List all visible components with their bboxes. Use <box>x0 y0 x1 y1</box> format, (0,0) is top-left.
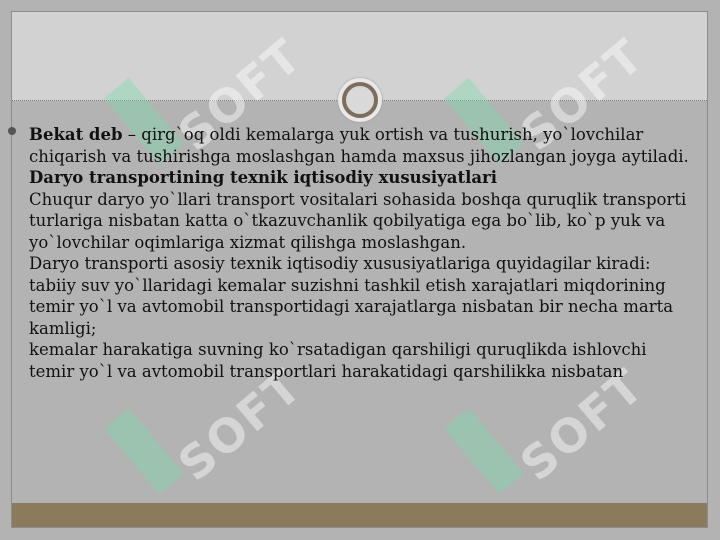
circle-ornament <box>338 78 382 122</box>
text-line: temir yo`l va avtomobil transportidagi xarajatlarga nisbatan bir necha marta kamligi; <box>29 297 674 338</box>
text-line: Chuqur daryo yo`llari transport vositalari sohasida boshqa quruqlik transporti <box>29 189 687 209</box>
circle-ring <box>342 82 378 118</box>
list-item-line: tabiiy suv yo`llaridagi kemalar suzishni tashkil etish xarajatlari miqdorining <box>29 275 666 295</box>
watermark-text: SOFT <box>168 358 313 492</box>
section-heading <box>29 167 689 189</box>
slide-body-text <box>29 124 689 382</box>
bullet-icon <box>8 127 16 135</box>
list-item-line: kemalar harakatiga suvning ko`rsatadigan qarshiligi quruqlikda ishlovchi <box>29 340 647 359</box>
definition-text: – qirg`oq oldi kemalarga yuk ortish va tushurish, yo`lovchilar <box>122 125 644 144</box>
definition-line <box>29 124 689 146</box>
text-line: turlariga nisbatan katta o`tkazuvchanlik qobilyatiga ega bo`lib, ko`p yuk va <box>29 211 666 230</box>
text-line: yo`lovchilar oqimlariga xizmat qilishga moslashgan. <box>29 232 467 252</box>
watermark-text: SOFT <box>168 28 313 162</box>
watermark-text: SOFT <box>510 28 655 162</box>
text-line: chiqarish va tushirishga moslashgan hamda maxsus jihozlangan joyga aytiladi. <box>29 146 689 166</box>
definition-term: Bekat deb <box>29 125 123 144</box>
watermark-text: SOFT <box>510 358 655 492</box>
text-line: Daryo transporti asosiy texnik iqtisodiy xususiyatlariga quyidagilar kiradi: <box>29 254 651 273</box>
text-line: temir yo`l va avtomobil transportlari harakatidagi qarshilikka nisbatan <box>29 361 624 381</box>
section-heading-text: Daryo transportining texnik iqtisodiy xususiyatlari <box>29 168 498 187</box>
